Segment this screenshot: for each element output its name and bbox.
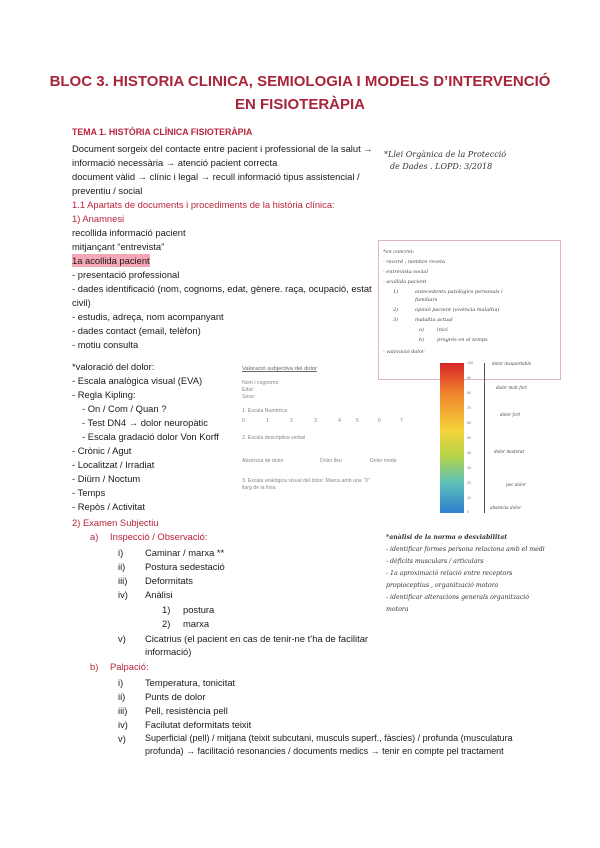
scale-number: 7 [400, 418, 403, 424]
form-field: Sexe: [242, 394, 256, 400]
list-item: - motiu consulta [72, 339, 139, 350]
scale-number: 3 [314, 418, 317, 424]
dolor-heading: *valoració del dolor: [72, 361, 155, 372]
note-line: - entrevista social [383, 269, 428, 275]
list-item: Caminar / marxa ** [145, 547, 225, 558]
note-line: *en concret: [383, 249, 415, 255]
note-line: motora [386, 606, 409, 613]
list-item: Temperatura, tonicitat [145, 677, 236, 688]
list-item: - Localitzat / Irradiat [72, 459, 155, 470]
scale-label: dolor moderat [494, 449, 525, 454]
palpacio-heading: Palpació: [110, 661, 149, 672]
anamnesi-line: mitjançant “entrevista” [72, 241, 165, 252]
note-line: 2) [393, 307, 399, 313]
list-item: informació) [145, 646, 192, 657]
scale-label: poc dolor [506, 482, 526, 487]
note-line: - valoració dolor [383, 349, 425, 355]
scale-tick: 10 [467, 496, 471, 500]
list-item: civil) [72, 297, 91, 308]
tema-heading: TEMA 1. HISTÒRIA CLÍNICA FISIOTERÀPIA [72, 127, 253, 137]
list-item: - Repòs / Activitat [72, 501, 145, 512]
scale-tick: 70 [467, 406, 471, 410]
scale-tick: 80 [467, 391, 471, 395]
list-item: - On / Com / Quan ? [82, 403, 167, 414]
acollida-highlight: 1a acollida pacient [72, 255, 150, 266]
scale-tick: 100 [467, 361, 473, 365]
note-line: *anàlisi de la norma o desviabilitat [386, 534, 508, 541]
scale-number: 6 [378, 418, 381, 424]
list-marker: a) [90, 531, 99, 542]
scale-label: dolor molt fort [496, 385, 527, 390]
list-item: Deformitats [145, 575, 193, 586]
note-line: malaltia actual [415, 317, 453, 323]
note-line: de Dades . LOPD: 3/2018 [390, 162, 493, 171]
note-line: propioceptius , organització motora [386, 582, 499, 589]
handwritten-analysis-notes [386, 534, 576, 624]
page-title: BLOC 3. HISTORIA CLINICA, SEMIOLOGIA I MODELS D’INTERVENCIÓ EN FISIOTERÀPIA [49, 73, 551, 113]
note-line: 3) [393, 317, 399, 323]
list-marker: i) [118, 677, 124, 688]
note-line: *Llei Orgànica de la Protecció [384, 150, 507, 159]
list-item: Punts de dolor [145, 691, 206, 702]
list-item: marxa [183, 618, 210, 629]
scale-number: 4 [338, 418, 341, 424]
scale-tick: 90 [467, 376, 471, 380]
note-line: a) [419, 327, 424, 333]
scale-number: 0 [242, 418, 245, 424]
anamnesi-line: recollida informació pacient [72, 227, 186, 238]
inspeccio-heading: Inspecció / Observació: [110, 531, 208, 542]
list-item: - dades identificació (nom, cognoms, edat, gènere. raça, ocupació, estat [72, 283, 372, 294]
list-item: - Escala gradació dolor Von Korff [82, 431, 219, 442]
list-item: Facilutat deformitats teixit [145, 719, 252, 730]
form-section: llarg de la línia [242, 485, 276, 491]
note-line: inici [437, 327, 448, 333]
list-marker: i) [118, 547, 124, 558]
scale-number: 1 [266, 418, 269, 424]
intro-line: informació necessària → atenció pacient correcta [72, 157, 278, 168]
pain-gradient-bar [440, 363, 464, 513]
note-line: - identificar formes persona relaciona amb el medi [386, 546, 545, 553]
verbal-option: Dolor mode [370, 458, 397, 464]
form-field: Edat: [242, 387, 255, 393]
form-section: 2. Escala descriptiva verbal [242, 435, 306, 441]
form-section: 1. Escala Numèrica [242, 408, 287, 414]
list-item: - dades contact (email, telèfon) [72, 325, 201, 336]
list-item: - Test DN4 → dolor neuropàtic [82, 417, 208, 428]
scale-number: 2 [290, 418, 293, 424]
list-marker: b) [90, 661, 99, 672]
list-item: postura [183, 604, 215, 615]
list-item: profunda) → facilitació resonancies / documents medics → tenir en compte pel tractament [145, 746, 504, 756]
list-item: - presentació professional [72, 269, 180, 280]
intro-line: document vàlid → clínic i legal → recull informació tipus assistencial / [72, 171, 360, 182]
lopd-note [384, 149, 506, 173]
scale-number: 5 [356, 418, 359, 424]
form-title: Valoració subjectiva del dolor [242, 366, 317, 372]
scale-tick: 20 [467, 481, 471, 485]
note-line: opinió pacient (vivència malaltia) [415, 307, 500, 313]
note-line: progrés en el temps [437, 337, 488, 343]
list-marker: iii) [118, 705, 128, 716]
list-item: - Diürn / Noctum [72, 473, 141, 484]
anamnesi-heading: 1) Anamnesi [72, 213, 125, 224]
scale-label: dolor insuportable [492, 361, 532, 366]
pain-assessment-form [236, 364, 422, 502]
scale-tick: 40 [467, 451, 471, 455]
list-item: - Temps [72, 487, 106, 498]
verbal-option: Dolor lleu [320, 458, 342, 464]
examen-heading: 2) Examen Subjectiu [72, 517, 159, 528]
scale-label: dolor fort [500, 412, 521, 417]
list-item: Superficial (pell) / mitjana (teixit subcutani, musculs superf., fàscies) / profunda (musculatura [145, 733, 513, 743]
list-marker: iv) [118, 589, 128, 600]
list-item: Postura sedestació [145, 561, 225, 572]
list-marker: ii) [118, 561, 126, 572]
note-line: familiars [415, 297, 438, 303]
form-field: Nom i cognoms: [242, 380, 280, 386]
verbal-option: Absència de dolor [242, 458, 284, 464]
note-line: b) [419, 337, 425, 343]
intro-line: Document sorgeix del contacte entre pacient i professional de la salut → [72, 143, 373, 154]
list-item: Cicatrius (el pacient en cas de tenir-ne t’ha de facilitar [145, 633, 369, 644]
form-section: 3. Escala analògica visual del dolor. Marca amb una “X” [242, 478, 371, 484]
list-item: Pell, resistència pell [145, 705, 228, 716]
note-line: - acollida pacient [383, 279, 427, 285]
list-item: - Regla Kipling: [72, 389, 136, 400]
intro-line: preventiu / social [72, 185, 143, 196]
scale-label: absència dolor [490, 505, 522, 510]
scale-axis [484, 363, 485, 513]
section-heading: 1.1 Apartats de documents i procediments de la història clínica: [72, 199, 335, 210]
list-marker: 1) [162, 604, 171, 615]
list-marker: iv) [118, 719, 128, 730]
scale-tick: 50 [467, 436, 471, 440]
list-item: Anàlisi [145, 589, 173, 600]
list-marker: v) [118, 733, 126, 744]
list-item: - Crònic / Agut [72, 445, 132, 456]
pain-color-scale [430, 358, 570, 518]
note-line: - record : nombre receta [383, 259, 446, 265]
list-marker: v) [118, 633, 126, 644]
list-item: - Escala analògica visual (EVA) [72, 375, 203, 386]
note-line: - identificar alteracions generals organització [386, 594, 530, 601]
list-marker: ii) [118, 691, 126, 702]
scale-tick: 0 [467, 510, 469, 514]
scale-tick: 30 [467, 466, 471, 470]
scale-tick: 60 [467, 421, 471, 425]
note-line: - 1a aproximació relació entre receptors [386, 570, 513, 577]
list-marker: 2) [162, 618, 171, 629]
note-line: antecedents patològics personals i [415, 289, 503, 295]
list-marker: iii) [118, 575, 128, 586]
note-line: 1) [393, 289, 399, 295]
note-line: - dèficits musculars / articulars [386, 558, 484, 565]
list-item: - estudis, adreça, nom acompanyant [72, 311, 224, 322]
